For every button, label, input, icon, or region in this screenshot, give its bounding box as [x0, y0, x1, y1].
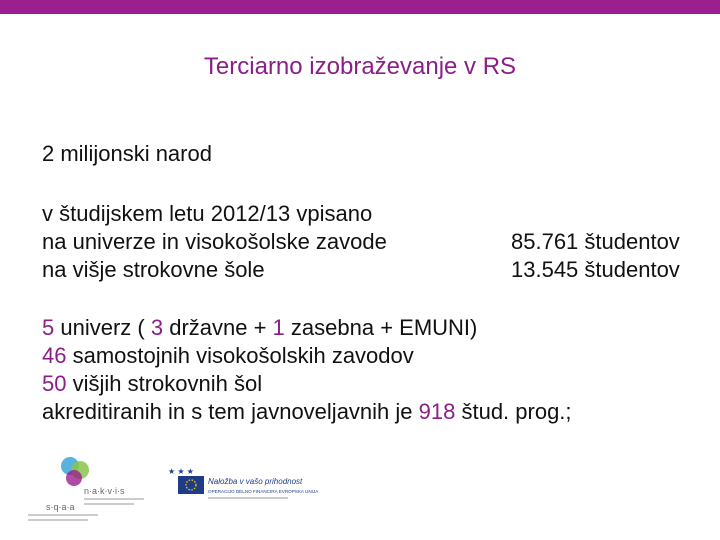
- institutions-vocational: [42, 370, 262, 397]
- eu-fund-subtitle: OPERACIJO DELNO FINANCIRA EVROPSKA UNIJA: [208, 489, 319, 494]
- universities-count: 5: [42, 315, 55, 340]
- sqaa-wordmark: s·q·a·a: [46, 502, 75, 512]
- enrollment-intro: v študijskem letu 2012/13 vpisano: [42, 201, 373, 226]
- top-accent-bar: [0, 0, 720, 14]
- programmes-text: akreditiranih in s tem javnoveljavnih je: [42, 399, 419, 424]
- vocational-text: višjih strokovnih šol: [66, 371, 263, 396]
- eu-fund-logo: [168, 467, 319, 499]
- eu-stars-icon: ★ ★ ★: [168, 467, 194, 476]
- eu-fund-slogan: Naložba v vašo prihodnost: [208, 477, 303, 486]
- private-universities-count: 1: [272, 315, 285, 340]
- enrollment-value-universities: 85.761 študentov: [511, 229, 680, 254]
- enrollment-label-universities: na univerze in visokošolske zavode: [42, 229, 387, 254]
- private-universities-text: zasebna + EMUNI): [284, 315, 478, 340]
- institutions-programmes: [42, 398, 572, 425]
- independent-count: 46: [42, 343, 67, 368]
- enrollment-value-vocational: 13.545 študentov: [511, 257, 680, 282]
- public-universities-text: državne +: [163, 315, 273, 340]
- nakvis-logo: [28, 457, 144, 521]
- vocational-count: 50: [42, 371, 67, 396]
- institutions-independent: [42, 342, 414, 369]
- programmes-text-end: štud. prog.;: [455, 399, 572, 424]
- institutions-universities: [42, 314, 477, 341]
- universities-text: univerz (: [54, 315, 151, 340]
- enrollment-label-vocational: na višje strokovne šole: [42, 257, 265, 282]
- independent-text: samostojnih visokošolskih zavodov: [66, 343, 414, 368]
- population-line: 2 milijonski narod: [42, 141, 212, 166]
- programmes-count: 918: [418, 399, 456, 424]
- nakvis-wordmark: n·a·k·v·i·s: [84, 486, 125, 496]
- public-universities-count: 3: [150, 315, 164, 340]
- slide-title: Terciarno izobraževanje v RS: [203, 53, 517, 80]
- logos-footer: [28, 452, 328, 532]
